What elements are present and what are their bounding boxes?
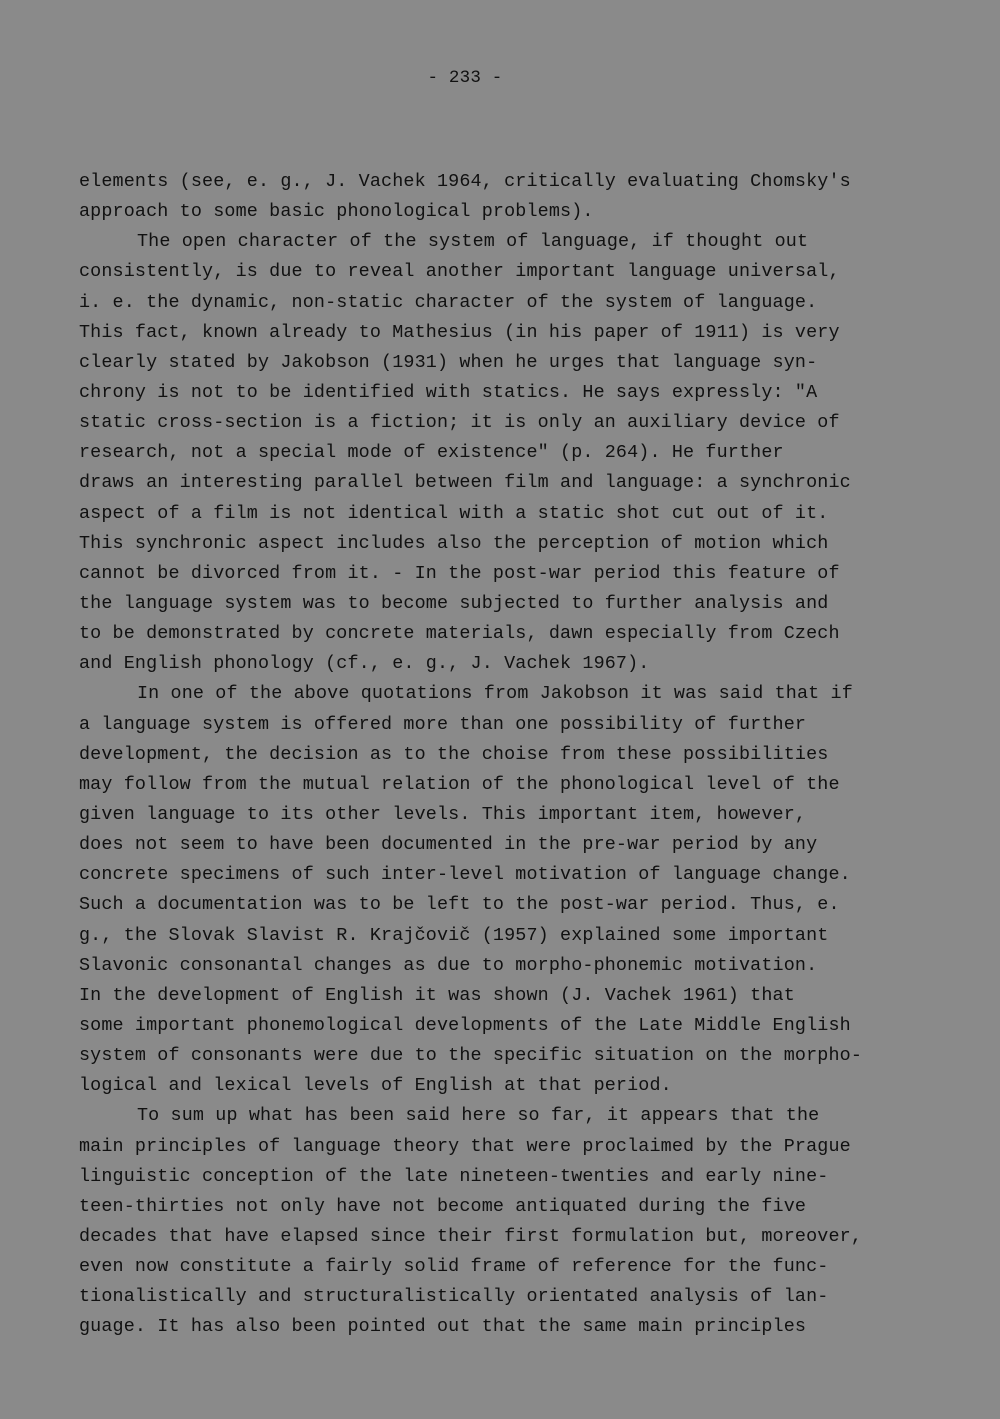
text-line: research, not a special mode of existence" (p. 264). He further <box>79 442 784 464</box>
page-number: - 233 - <box>427 68 503 88</box>
text-line: teen-thirties not only have not become antiquated during the five <box>79 1195 807 1217</box>
text-line: clearly stated by Jakobson (1931) when he urges that language syn- <box>79 351 818 373</box>
body-text <box>79 167 939 1342</box>
text-line: cannot be divorced from it. - In the post-war period this feature of <box>79 562 840 584</box>
text-line: logical and lexical levels of English at that period. <box>79 1075 672 1097</box>
text-line: draws an interesting parallel between film and language: a synchronic <box>79 472 851 494</box>
text-line: The open character of the system of language, if thought out <box>137 231 809 253</box>
text-line: system of consonants were due to the specific situation on the morpho- <box>79 1045 863 1067</box>
text-line: approach to some basic phonological problems). <box>79 201 594 223</box>
text-line: In one of the above quotations from Jakobson it was said that if <box>137 683 853 705</box>
text-line: In the development of English it was shown (J. Vachek 1961) that <box>79 984 795 1006</box>
text-line: g., the Slovak Slavist R. Krajčovič (1957) explained some important <box>79 924 829 946</box>
text-line: This synchronic aspect includes also the perception of motion which <box>79 532 829 554</box>
text-line: i. e. the dynamic, non-static character of the system of language. <box>79 291 818 313</box>
text-line: guage. It has also been pointed out that the same main principles <box>79 1316 807 1338</box>
text-line: chrony is not to be identified with statics. He says expressly: "A <box>79 381 818 403</box>
text-line: development, the decision as to the choise from these possibilities <box>79 743 829 765</box>
text-line: may follow from the mutual relation of the phonological level of the <box>79 773 840 795</box>
text-line: linguistic conception of the late nineteen-twenties and early nine- <box>79 1165 829 1187</box>
text-line: main principles of language theory that were proclaimed by the Prague <box>79 1135 851 1157</box>
text-line: Such a documentation was to be left to the post-war period. Thus, e. <box>79 894 840 916</box>
text-line: given language to its other levels. This important item, however, <box>79 803 807 825</box>
text-line: elements (see, e. g., J. Vachek 1964, critically evaluating Chomsky's <box>79 171 851 192</box>
text-line: decades that have elapsed since their first formulation but, moreover, <box>79 1225 863 1247</box>
text-line: aspect of a film is not identical with a static shot cut out of it. <box>79 502 829 524</box>
text-line: To sum up what has been said here so far, it appears that the <box>137 1105 820 1127</box>
text-line: some important phonemological developments of the Late Middle English <box>79 1014 851 1036</box>
text-line: the language system was to become subjected to further analysis and <box>79 592 829 614</box>
text-line: does not seem to have been documented in the pre-war period by any <box>79 834 818 856</box>
text-line: This fact, known already to Mathesius (in his paper of 1911) is very <box>79 321 840 343</box>
text-line: and English phonology (cf., e. g., J. Vachek 1967). <box>79 653 650 675</box>
text-line: static cross-section is a fiction; it is only an auxiliary device of <box>79 412 840 434</box>
text-line: to be demonstrated by concrete materials, dawn especially from Czech <box>79 623 840 645</box>
text-line: Slavonic consonantal changes as due to morpho-phonemic motivation. <box>79 954 818 976</box>
text-line: concrete specimens of such inter-level motivation of language change. <box>79 864 851 886</box>
text-line: consistently, is due to reveal another important language universal, <box>79 261 840 283</box>
text-line: tionalistically and structuralistically orientated analysis of lan- <box>79 1286 829 1308</box>
text-line: even now constitute a fairly solid frame of reference for the func- <box>79 1256 829 1278</box>
text-line: a language system is offered more than one possibility of further <box>79 713 807 735</box>
